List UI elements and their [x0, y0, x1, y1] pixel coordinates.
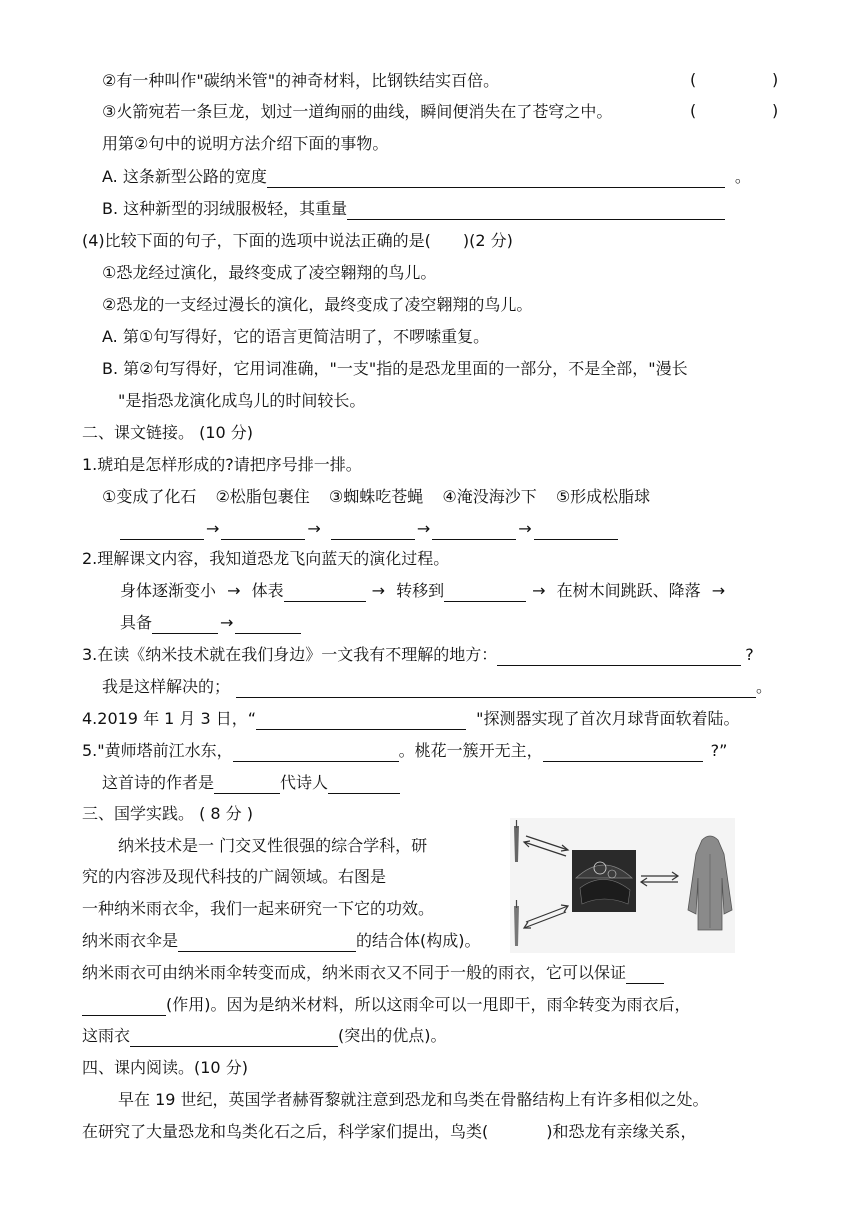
q5-part-c: ?” — [710, 741, 728, 760]
q2-blank-1[interactable] — [284, 583, 366, 602]
sec3-line-5 — [82, 962, 664, 984]
arrow-icon: → — [532, 581, 546, 600]
q3-end: ? — [745, 645, 754, 664]
arrow-icon: → — [307, 519, 321, 538]
q4-option-b-line1: B. 第②句写得好，它用词准确，"一支"指的是恐龙里面的一部分，不是全部，"漫长 — [102, 359, 688, 378]
option-a-end: 。 — [734, 167, 751, 186]
q5b-part-a: 这首诗的作者是 — [102, 773, 215, 792]
sec3-line-7 — [82, 1025, 447, 1047]
section-3-title: 三、国学实践。 ( 8 分 ) — [82, 804, 254, 823]
q5-part-a: 5."黄师塔前江水东， — [82, 741, 233, 760]
sec4-paragraph-1: 早在 19 世纪，英国学者赫胥黎就注意到恐龙和鸟类在骨骼结构上有许多相似之处。 — [118, 1090, 709, 1109]
question-4: (4)比较下面的句子，下面的选项中说法正确的是( )(2 分) — [82, 231, 513, 250]
q2-blank-3[interactable] — [152, 615, 218, 634]
sec3-blank-3[interactable] — [130, 1028, 338, 1047]
sec4-p2-b: )和恐龙有亲缘关系， — [546, 1122, 697, 1141]
sec3-line-7b: (突出的优点)。 — [338, 1026, 447, 1045]
option-b-line — [102, 198, 725, 220]
sec3-line-6-text: (作用)。因为是纳米材料，所以这雨伞可以一甩即干，雨伞转变为雨衣后， — [166, 995, 691, 1014]
answer-blank-a[interactable] — [267, 169, 725, 188]
answer-blank-b[interactable] — [347, 201, 725, 220]
item-2-text: ②有一种叫作"碳纳米管"的神奇材料，比钢铁结实百倍。 — [102, 71, 500, 90]
sec3-line-6 — [82, 994, 691, 1016]
q3-blank[interactable] — [497, 647, 741, 666]
q2-blank-4[interactable] — [235, 615, 301, 634]
q2-text: 2.理解课文内容，我知道恐龙飞向蓝天的演化过程。 — [82, 549, 450, 568]
sec4-p2-a: 在研究了大量恐龙和鸟类化石之后，科学家们提出，鸟类( — [82, 1122, 489, 1141]
q1-item-5: ⑤形成松脂球 — [555, 487, 651, 506]
task-text: 用第②句中的说明方法介绍下面的事物。 — [102, 134, 389, 153]
q5b-blank-2[interactable] — [328, 775, 400, 794]
q1-answer-chain — [120, 518, 618, 540]
q3-text: 3.在读《纳米技术就在我们身边》一文我有不理解的地方： — [82, 645, 498, 664]
sec4-paragraph-2 — [82, 1121, 697, 1143]
q1-item-1: ①变成了化石 — [102, 487, 197, 506]
arrow-icon: → — [227, 581, 241, 600]
q5b-line — [102, 772, 400, 794]
q4b-pre: 4.2019 年 1 月 3 日，“ — [82, 709, 257, 728]
q2-step-4: 在树木间跳跃、降落 — [556, 581, 701, 600]
q2-blank-2[interactable] — [444, 583, 526, 602]
q1-item-4: ④淹没海沙下 — [442, 487, 537, 506]
q1-items — [102, 486, 650, 508]
sec3-line-2: 究的内容涉及现代科技的广阔领域。右图是 — [82, 867, 387, 886]
sec3-line-4b: 的结合体(构成)。 — [356, 931, 481, 950]
arrow-icon: → — [518, 519, 532, 538]
sec3-line-1: 纳米技术是一 门交叉性很强的综合学科，研 — [118, 836, 428, 855]
q5-line — [82, 740, 727, 762]
q1-item-2: ②松脂包裹住 — [215, 487, 310, 506]
q5-blank-2[interactable] — [543, 743, 703, 762]
arrow-icon: → — [220, 613, 234, 632]
arrow-icon: → — [206, 519, 220, 538]
q4b-blank[interactable] — [256, 711, 466, 730]
section-2-title: 二、课文链接。 (10 分) — [82, 423, 254, 442]
q5-blank-1[interactable] — [233, 743, 399, 762]
q2-step-5: 具备 — [120, 613, 153, 632]
sec3-line-3: 一种纳米雨衣伞，我们一起来研究一下它的功效。 — [82, 899, 435, 918]
q2-step-3: 转移到 — [396, 581, 445, 600]
q2-chain-line1 — [120, 580, 731, 602]
open-umbrella-icon — [572, 850, 636, 912]
q2-step-1: 身体逐渐变小 — [120, 581, 217, 600]
q5-part-b: 。桃花一簇开无主， — [398, 741, 543, 760]
sec3-line-7a: 这雨衣 — [82, 1026, 131, 1045]
q1-blank-4[interactable] — [432, 521, 516, 540]
item-3-text: ③火箭宛若一条巨龙，划过一道绚丽的曲线，瞬间便消失在了苍穹之中。 — [102, 102, 613, 121]
option-a-text: A. 这条新型公路的宽度 — [102, 167, 267, 186]
q4-sentence-2: ②恐龙的一支经过漫长的演化，最终变成了凌空翱翔的鸟儿。 — [102, 295, 533, 314]
answer-paren-open-2: ( — [690, 70, 697, 89]
q2-step-2: 体表 — [251, 581, 284, 600]
q3-line — [82, 644, 754, 666]
q3b-blank[interactable] — [236, 679, 756, 698]
q1-blank-3[interactable] — [331, 521, 415, 540]
arrow-icon: → — [416, 519, 431, 538]
q4b-post: "探测器实现了首次月球背面软着陆。 — [476, 709, 740, 728]
arrow-icon: → — [371, 581, 386, 600]
q1-blank-2[interactable] — [221, 521, 305, 540]
q3b-text: 我是这样解决的； — [102, 677, 231, 696]
sec3-blank-2b[interactable] — [82, 997, 166, 1016]
q5b-blank-1[interactable] — [214, 775, 280, 794]
q5b-part-b: 代诗人 — [280, 773, 329, 792]
sec3-blank-2a[interactable] — [626, 965, 664, 984]
q4-sentence-1: ①恐龙经过演化，最终变成了凌空翱翔的鸟儿。 — [102, 263, 437, 282]
q1-blank-5[interactable] — [534, 521, 618, 540]
answer-paren-open-3: ( — [690, 101, 697, 120]
sec3-line-5-text: 纳米雨衣可由纳米雨伞转变而成，纳米雨衣又不同于一般的雨衣，它可以保证 — [82, 963, 627, 982]
q1-blank-1[interactable] — [120, 521, 204, 540]
q3b-end: 。 — [756, 677, 773, 696]
option-a-line — [102, 166, 751, 188]
q4b-line — [82, 708, 739, 730]
answer-paren-close-2: ) — [772, 70, 779, 89]
q4-option-b-line2: "是指恐龙演化成鸟儿的时间较长。 — [118, 391, 366, 410]
q4-option-a: A. 第①句写得好，它的语言更简洁明了，不啰嗦重复。 — [102, 327, 490, 346]
section-4-title: 四、课内阅读。(10 分) — [82, 1058, 248, 1077]
q1-item-3: ③蜘蛛吃苍蝇 — [328, 487, 424, 506]
sec3-line-4a: 纳米雨衣伞是 — [82, 931, 179, 950]
q3b-line — [102, 676, 772, 698]
q2-chain-line2 — [120, 612, 301, 634]
q1-text: 1.琥珀是怎样形成的?请把序号排一排。 — [82, 455, 362, 474]
option-b-text: B. 这种新型的羽绒服极轻，其重量 — [102, 199, 348, 218]
sec3-line-4 — [82, 930, 481, 952]
arrow-icon: → — [711, 581, 726, 600]
umbrella-raincoat-figure — [510, 818, 735, 953]
sec3-blank-1[interactable] — [178, 933, 356, 952]
answer-paren-close-3: ) — [772, 101, 779, 120]
